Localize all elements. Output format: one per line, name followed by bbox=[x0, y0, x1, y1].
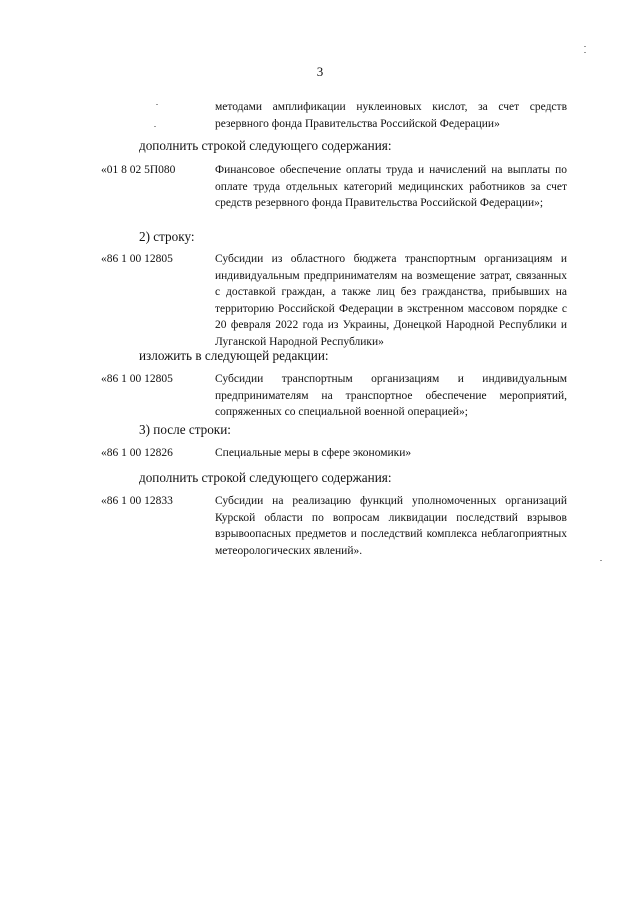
row-description: Специальные меры в сфере экономики» bbox=[215, 447, 412, 459]
scan-speck bbox=[584, 46, 586, 47]
row-description: Субсидии из областного бюджета транспортным организациям и индивидуальным предпринимателям на возмещение затрат, связанных с доставкой граждан, а также лиц без гражданства, прибывших на территорию Российской Федерации в экстренном массовом порядке с 20 февраля 2022 года из Украины, Донецкой Народной Республики и Луганской Народной Республики» bbox=[215, 253, 567, 348]
directive-after-row-3: 3) после строки: bbox=[139, 422, 231, 437]
page-number: 3 bbox=[316, 64, 324, 79]
scan-speck bbox=[600, 560, 602, 561]
budget-code: «86 1 00 12805 bbox=[101, 373, 173, 385]
directive-row-2: 2) строку: bbox=[139, 229, 195, 244]
budget-code: «86 1 00 12833 bbox=[101, 495, 173, 507]
directive-new-wording: изложить в следующей редакции: bbox=[139, 348, 329, 363]
scan-speck bbox=[584, 52, 586, 53]
directive-add-row-1: дополнить строкой следующего содержания: bbox=[139, 138, 392, 153]
scan-speck bbox=[156, 104, 158, 105]
row-description: Финансовое обеспечение оплаты труда и начислений на выплаты по оплате труда отдельных категорий медицинских работников за счет средств резервного фонда Правительства Российской Федерации»; bbox=[215, 164, 567, 209]
budget-code: «86 1 00 12805 bbox=[101, 253, 173, 265]
budget-code: «01 8 02 5П080 bbox=[101, 164, 176, 176]
row-description: Субсидии транспортным организациям и индивидуальным предпринимателям на транспортное обеспечение мероприятий, сопряженных со специальной военной операцией»; bbox=[215, 373, 567, 418]
scan-speck bbox=[154, 126, 156, 127]
continuation-text: методами амплификации нуклеиновых кислот, за счет средств резервного фонда Правительства Российской Федерации» bbox=[215, 101, 567, 130]
directive-add-row-2: дополнить строкой следующего содержания: bbox=[139, 470, 392, 485]
row-description: Субсидии на реализацию функций уполномоченных организаций Курской области по вопросам ликвидации последствий взрывов взрывоопасных предметов и последствий комплекса неблагоприятных метеорологических явлений». bbox=[215, 495, 567, 557]
budget-code: «86 1 00 12826 bbox=[101, 447, 173, 459]
